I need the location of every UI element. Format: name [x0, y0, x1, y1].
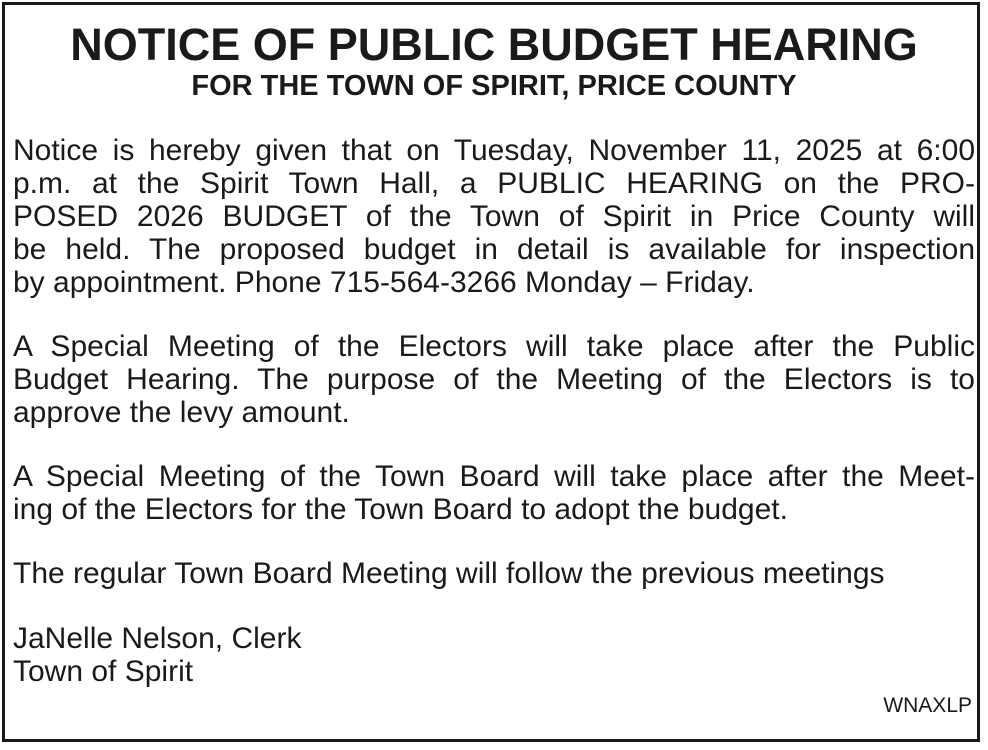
- paragraph-line: Budget Hearing. The purpose of the Meeting of the Electors is to: [13, 363, 975, 396]
- notice-title: NOTICE OF PUBLIC BUDGET HEARING: [70, 19, 918, 70]
- paragraph-line: approve the levy amount.: [13, 396, 350, 429]
- paragraph-line: The regular Town Board Meeting will follow the previous meetings: [13, 557, 885, 590]
- paragraph-line: p.m. at the Spirit Town Hall, a PUBLIC HEARING on the PRO-: [13, 167, 975, 200]
- electors-meeting-paragraph: [13, 330, 975, 429]
- paragraph-line: Notice is hereby given that on Tuesday, November 11, 2025 at 6:00: [13, 134, 975, 167]
- paragraph-line: be held. The proposed budget in detail is available for inspection: [13, 233, 975, 266]
- clerk-name: JaNelle Nelson, Clerk: [13, 622, 302, 655]
- hearing-notice-paragraph: [13, 134, 975, 299]
- town-name: Town of Spirit: [13, 655, 194, 688]
- notice-subtitle: FOR THE TOWN OF SPIRIT, PRICE COUNTY: [191, 70, 797, 102]
- town-board-meeting-paragraph: [13, 460, 975, 526]
- signature-block: [13, 622, 975, 688]
- publication-code: WNAXLP: [883, 694, 972, 717]
- paragraph-line: ing of the Electors for the Town Board to adopt the budget.: [13, 493, 788, 526]
- paragraph-line: by appointment. Phone 715-564-3266 Monday – Friday.: [13, 266, 755, 299]
- regular-meeting-paragraph: [13, 557, 975, 590]
- paragraph-line: A Special Meeting of the Town Board will take place after the Meet-: [13, 460, 975, 493]
- paragraph-line: A Special Meeting of the Electors will take place after the Public: [13, 330, 975, 363]
- paragraph-line: POSED 2026 BUDGET of the Town of Spirit in Price County will: [13, 200, 975, 233]
